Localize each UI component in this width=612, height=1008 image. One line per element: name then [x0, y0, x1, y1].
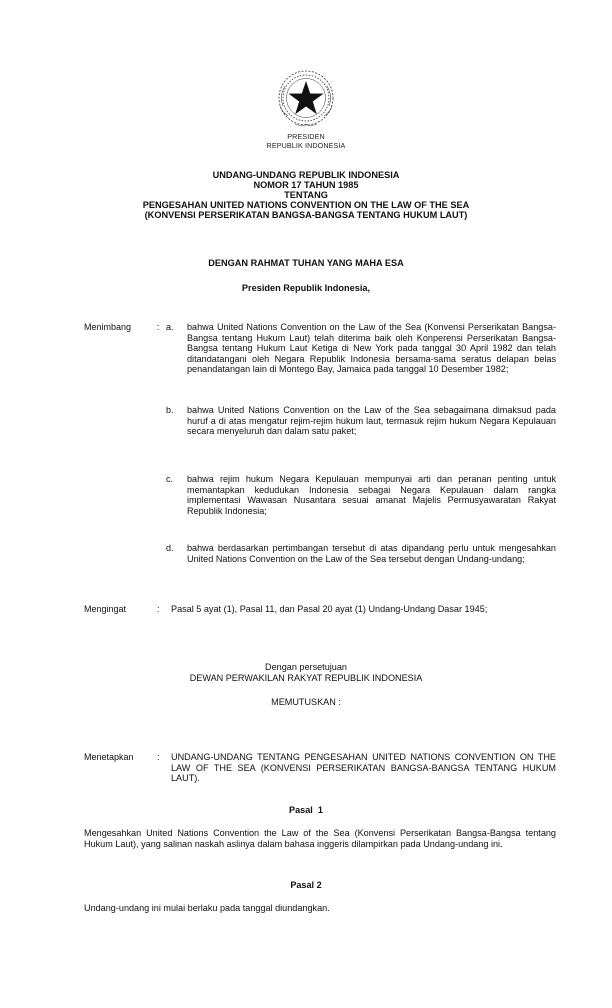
decision-heading: MEMUTUSKAN :	[271, 697, 341, 707]
title-line-1: UNDANG-UNDANG REPUBLIK INDONESIA	[212, 170, 400, 180]
mengingat-text: Pasal 5 ayat (1), Pasal 11, dan Pasal 20 ayat (1) Undang-Undang Dasar 1945;	[171, 604, 488, 614]
approval-line-2: DEWAN PERWAKILAN RAKYAT REPUBLIK INDONESIA	[189, 673, 423, 683]
article-2-heading: Pasal 2	[290, 880, 322, 890]
presidential-seal-icon	[273, 66, 339, 132]
item-letter-a: a.	[166, 322, 174, 332]
title-line-5: (KONVENSI PERSERIKATAN BANGSA-BANGSA TENTANG HUKUM LAUT)	[144, 210, 468, 220]
menimbang-item-c: bahwa rejim hukum Negara Kepulauan mempunyai arti dan peranan penting untuk memantapkan kedudukan Indonesia sebagai Negara Kepulauan dalam rangka implementasi Wawasan Nusantara sesuai amanat Majelis Permusyawaratan Rakyat Republik Indonesia;	[187, 474, 556, 516]
article-1-text: Mengesahkan United Nations Convention the Law of the Sea (Konvensi Perserikatan Bangsa-Bangsa tentang Hukum Laut), yang salinan naskah aslinya dalam bahasa inggeris dilampirkan pada Undang-undang ini.	[84, 828, 556, 849]
invocation: DENGAN RAHMAT TUHAN YANG MAHA ESA	[208, 258, 404, 268]
menimbang-item-a: bahwa United Nations Convention on the Law of the Sea (Konvensi Perserikatan Bangsa-Bangsa tentang Hukum Laut) telah diterima baik oleh Konperensi Perserikatan Bangsa-Bangsa tentang Hukum Laut Ketiga di New York pada tanggal 30 April 1982 dan telah ditandatangani oleh Negara Republik Indonesia bersama-sama seratus delapan belas penandatangan lain di Montego Bay, Jamaica pada tanggal 10 Desember 1982;	[187, 322, 556, 375]
menetapkan-label: Menetapkan	[84, 752, 134, 762]
item-letter-c: c.	[166, 474, 174, 484]
title-line-3: TENTANG	[284, 190, 328, 200]
office-line-presiden: PRESIDEN	[287, 132, 325, 141]
item-letter-b: b.	[166, 405, 174, 415]
title-line-2: NOMOR 17 TAHUN 1985	[253, 180, 359, 190]
menimbang-item-d: bahwa berdasarkan pertimbangan tersebut di atas dipandang perlu untuk mengesahkan United Nations Convention on the Law of the Sea tersebut dengan Undang-undang;	[187, 543, 556, 564]
office-line-republik: REPUBLIK INDONESIA	[266, 141, 346, 150]
colon: :	[157, 604, 160, 614]
menetapkan-text: UNDANG-UNDANG TENTANG PENGESAHAN UNITED NATIONS CONVENTION ON THE LAW OF THE SEA (KONVENSI PERSERIKATAN BANGSA-BANGSA TENTANG HUKUM LAUT).	[171, 752, 556, 784]
menimbang-label: Menimbang	[84, 322, 132, 332]
authority-line: Presiden Republik Indonesia,	[241, 283, 371, 293]
colon: :	[157, 752, 160, 762]
article-1-heading: Pasal 1	[289, 805, 323, 815]
approval-line-1: Dengan persetujuan	[265, 662, 347, 672]
article-2-text: Undang-undang ini mulai berlaku pada tanggal diundangkan.	[84, 903, 330, 913]
menimbang-item-b: bahwa United Nations Convention on the Law of the Sea sebagaimana dimaksud pada huruf a di atas mengatur rejim-rejim hukum laut, termasuk rejim hukum Negara Kepulauan secara menyeluruh dan dalam satu paket;	[187, 405, 556, 437]
colon: :	[157, 322, 160, 332]
item-letter-d: d.	[166, 543, 174, 553]
mengingat-label: Mengingat	[84, 604, 127, 614]
title-line-4: PENGESAHAN UNITED NATIONS CONVENTION ON THE LAW OF THE SEA	[142, 200, 470, 210]
